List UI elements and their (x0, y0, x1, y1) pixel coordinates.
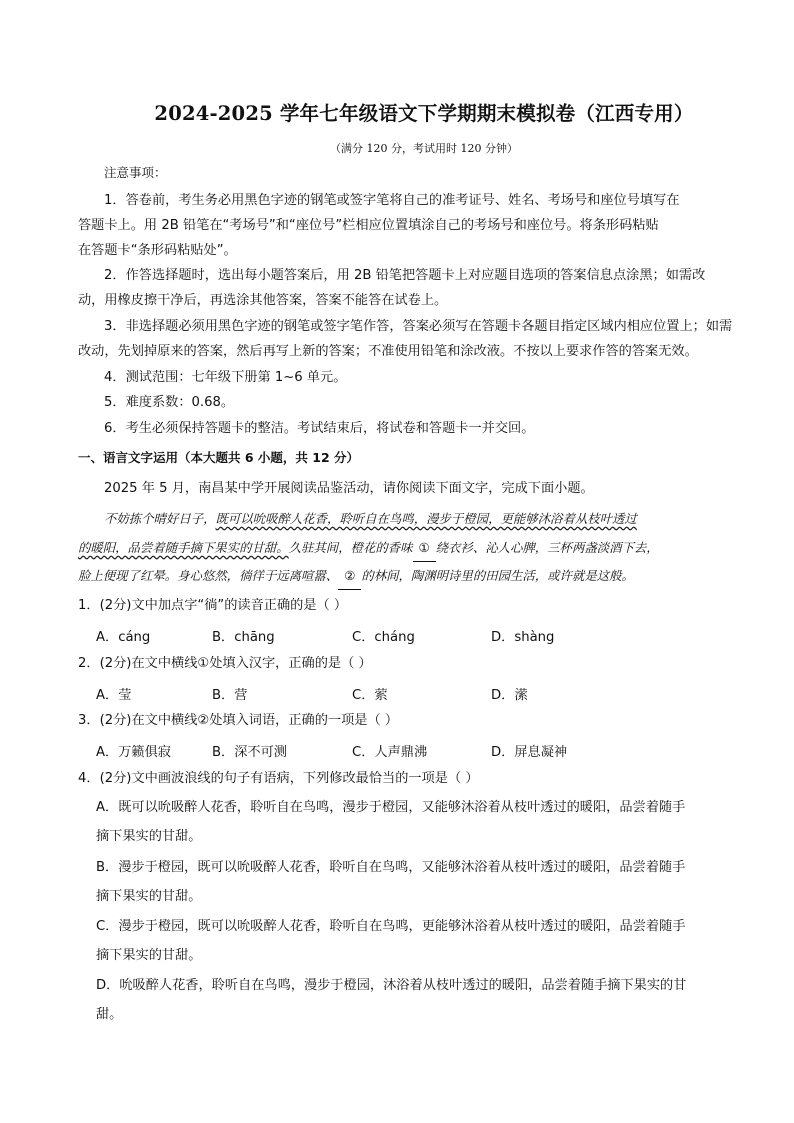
wavy-underlined-sentence: 既可以吮吸醉人花香，聆听自在鸟鸣，漫步于橙园，更能够沐浴着从枝叶透过 (215, 511, 637, 526)
note-1-line-1: 1．答卷前，考生务必用黑色字迹的钢笔或签字笔将自己的准考证号、姓名、考场号和座位号填写在 (104, 193, 680, 208)
passage-line-1 (104, 506, 724, 532)
note-1-line-3: 在答题卡“条形码粘贴处”。 (78, 243, 237, 258)
q4-option-c-line-2: 摘下果实的甘甜。 (96, 948, 202, 963)
passage-text: 的林间，陶渊明诗里的田园生活，或许就是这般。 (361, 568, 634, 583)
passage-line-3 (78, 563, 723, 590)
q2-option-d[interactable]: D．潆 (491, 688, 528, 703)
question-1-stem: 1．(2分)文中加点字“徜”的读音正确的是（ ） (78, 598, 348, 613)
q4-option-d-line-2: 甜。 (96, 1007, 123, 1022)
q4-option-d[interactable] (96, 973, 724, 998)
q1-option-b[interactable]: B．chāng (212, 630, 275, 645)
note-3-line-1: 3．非选择题必须用黑色字迹的钢笔或签字笔作答，答案必须写在答题卡各题目指定区域内相应位置上；如需 (104, 319, 733, 334)
q4-option-b-cont (96, 884, 724, 909)
q3-option-c[interactable]: C．人声鼎沸 (352, 745, 428, 760)
section-1-intro: 2025 年 5 月，南昌某中学开展阅读品鉴活动，请你阅读下面文字，完成下面小题。 (104, 481, 594, 496)
q4-option-a-cont (96, 824, 724, 849)
q2-option-c[interactable]: C．萦 (352, 688, 388, 703)
note-5: 5．难度系数：0.68。 (104, 395, 235, 410)
q4-option-c[interactable] (96, 914, 724, 939)
question-4-stem: 4．(2分)文中画波浪线的句子有语病，下列修改最恰当的一项是（ ） (78, 771, 479, 786)
exam-subtitle: （满分 120 分，考试用时 120 分钟） (330, 142, 518, 155)
q4-option-d-line-1: D．吮吸醉人花香，聆听自在鸟鸣，漫步于橙园，沐浴着从枝叶透过的暖阳，品尝着随手摘下果实的甘 (96, 978, 687, 993)
q4-option-a-line-1: A．既可以吮吸醉人花香，聆听自在鸟鸣，漫步于橙园，又能够沐浴着从枝叶透过的暖阳，品尝着随手 (96, 800, 686, 815)
q3-option-b[interactable]: B．深不可测 (212, 745, 287, 760)
passage-line-2 (78, 535, 723, 562)
passage-text: 久驻其间，橙花的香味 (288, 540, 413, 555)
note-6: 6．考生必须保持答题卡的整洁。考试结束后，将试卷和答题卡一并交回。 (104, 421, 535, 436)
passage-text: 脸上便现了红晕。身心悠然，徜徉于远离喧嚣、 (78, 568, 339, 583)
notes-heading: 注意事项： (104, 165, 167, 180)
q2-option-a[interactable]: A．莹 (96, 688, 132, 703)
q4-option-c-line-1: C．漫步于橙园，既可以吮吸醉人花香，聆听自在鸟鸣，更能够沐浴着从枝叶透过的暖阳，品尝着随手 (96, 919, 686, 934)
q4-option-d-cont (96, 1002, 724, 1027)
section-1-heading: 一、语言文字运用（本大题共 6 小题，共 12 分） (78, 450, 360, 465)
question-3-stem: 3．(2分)在文中横线②处填入词语，正确的一项是（ ） (78, 713, 399, 728)
blank-1: ① (413, 535, 436, 562)
q4-option-b[interactable] (96, 855, 724, 880)
note-2-line-1: 2．作答选择题时，选出每小题答案后，用 2B 铅笔把答题卡上对应题目选项的答案信息点涂黑；如需改 (104, 268, 706, 283)
note-4: 4．测试范围：七年级下册第 1~6 单元。 (104, 370, 347, 385)
passage-text: 绕衣衫、沁人心脾，三杯两盏淡酒下去， (435, 540, 659, 555)
note-1-line-2: 答题卡上。用 2B 铅笔在“考场号”和“座位号”栏相应位置填涂自己的考场号和座位号。将条形码粘贴 (78, 218, 659, 233)
blank-2: ② (338, 563, 361, 590)
wavy-underlined-sentence: 的暖阳，品尝着随手摘下果实的甘甜。 (78, 540, 289, 555)
q4-option-b-line-2: 摘下果实的甘甜。 (96, 889, 202, 904)
q2-option-b[interactable]: B．营 (212, 688, 248, 703)
exam-title: 2024-2025 学年七年级语文下学期期末模拟卷（江西专用） (154, 102, 694, 125)
note-3-line-2: 改动，先划掉原来的答案，然后再写上新的答案；不准使用铅笔和涂改液。不按以上要求作答的答案无效。 (78, 344, 698, 359)
q3-option-a[interactable]: A．万籁俱寂 (96, 745, 171, 760)
q4-option-c-cont (96, 943, 724, 968)
passage-text: 不妨拣个晴好日子， (104, 511, 216, 526)
note-2-line-2: 动，用橡皮擦干净后，再选涂其他答案，答案不能答在试卷上。 (78, 293, 448, 308)
q4-option-a[interactable] (96, 795, 724, 820)
q4-option-b-line-1: B．漫步于橙园，既可以吮吸醉人花香，聆听自在鸟鸣，又能够沐浴着从枝叶透过的暖阳，品尝着随手 (96, 860, 686, 875)
question-2-stem: 2．(2分)在文中横线①处填入汉字，正确的是（ ） (78, 656, 372, 671)
q1-option-d[interactable]: D．shàng (491, 630, 555, 645)
q1-option-c[interactable]: C．cháng (352, 630, 415, 645)
q3-option-d[interactable]: D．屏息凝神 (491, 745, 568, 760)
q1-option-a[interactable]: A．cáng (96, 630, 151, 645)
q4-option-a-line-2: 摘下果实的甘甜。 (96, 829, 202, 844)
